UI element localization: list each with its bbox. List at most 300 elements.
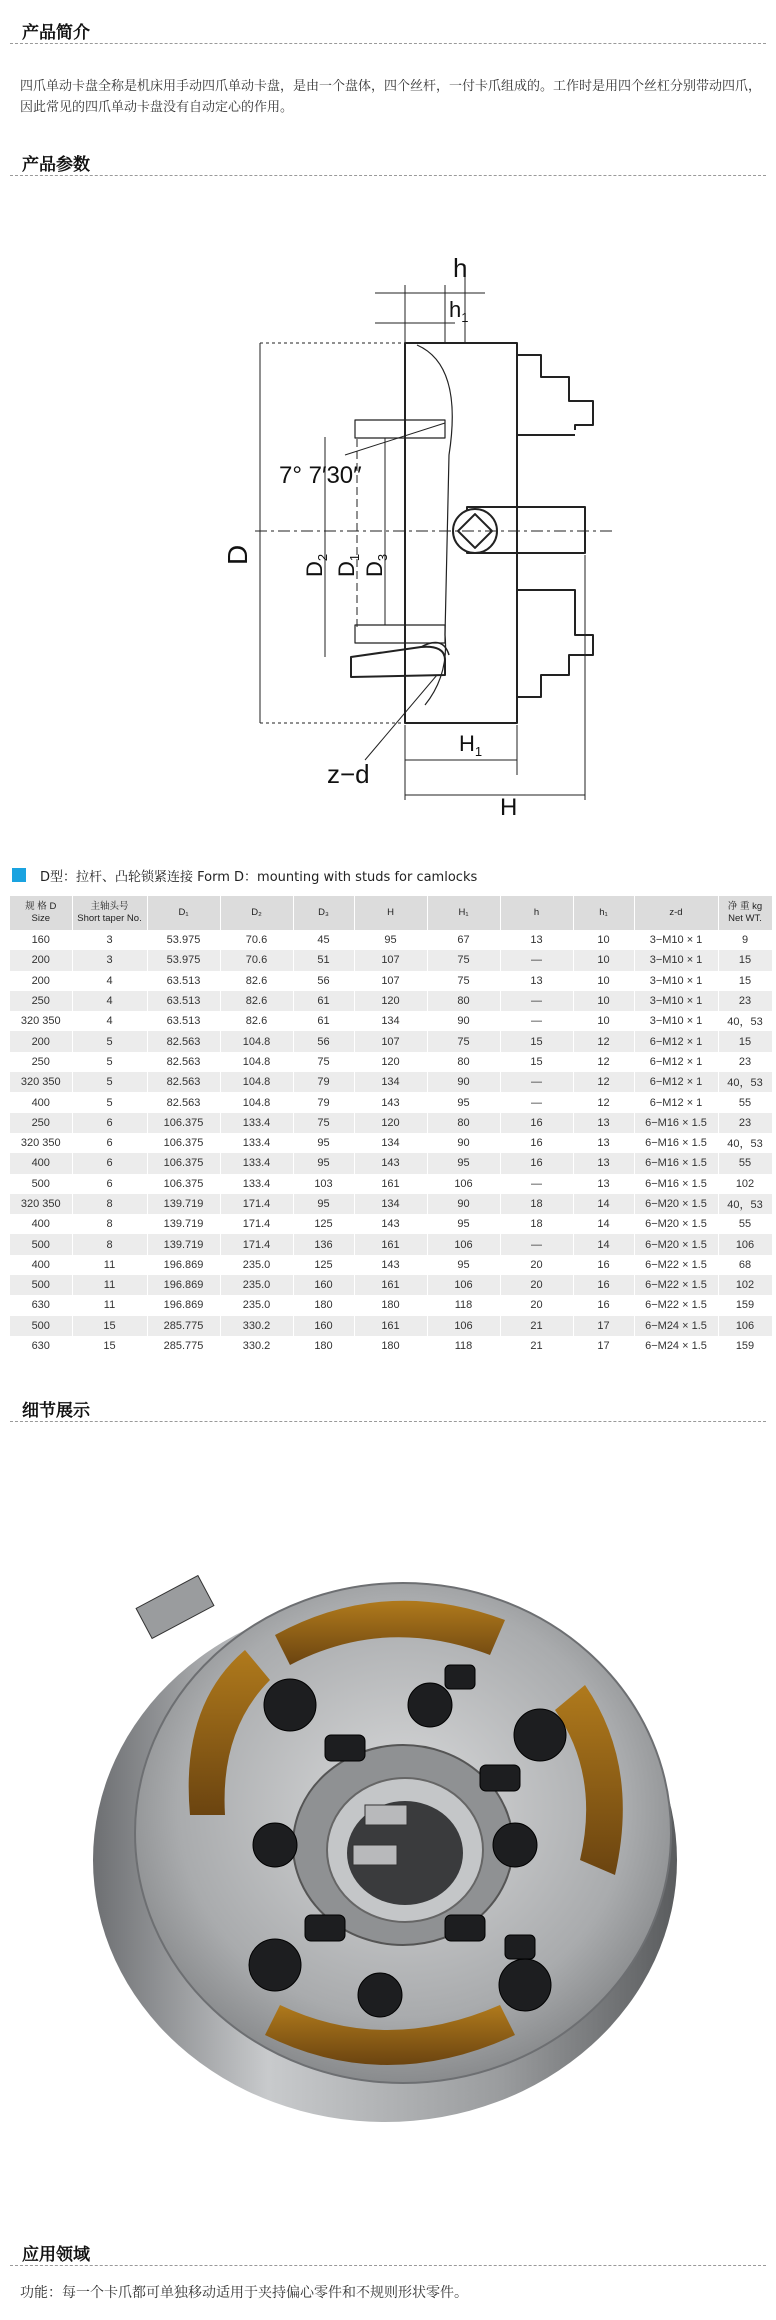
table-cell: 95 bbox=[427, 1153, 500, 1173]
table-row bbox=[10, 1113, 772, 1133]
table-cell: 180 bbox=[293, 1295, 354, 1315]
table-cell: 15 bbox=[72, 1316, 147, 1336]
application-paragraph: 功能：每一个卡爪都可单独移动适用于夹持偏心零件和不规则形状零件。 bbox=[20, 2285, 468, 2301]
table-row bbox=[10, 1174, 772, 1194]
section-header-params bbox=[10, 142, 766, 176]
dim-label-H: H bbox=[500, 794, 518, 821]
table-cell: 107 bbox=[354, 971, 427, 991]
table-cell: 320 350 bbox=[10, 1194, 72, 1214]
table-cell: 143 bbox=[354, 1255, 427, 1275]
table-cell: 16 bbox=[573, 1275, 634, 1295]
table-header-cell bbox=[293, 896, 354, 930]
specification-table bbox=[10, 896, 773, 1356]
table-cell: 6−M20 × 1.5 bbox=[634, 1234, 718, 1254]
table-row bbox=[10, 930, 772, 950]
table-cell: 82.563 bbox=[147, 1031, 220, 1051]
table-cell: 4 bbox=[72, 1011, 147, 1031]
table-row bbox=[10, 1072, 772, 1092]
table-cell: 235.0 bbox=[220, 1255, 293, 1275]
table-cell: 6−M20 × 1.5 bbox=[634, 1214, 718, 1234]
table-cell: 9 bbox=[718, 930, 772, 950]
table-cell: 106 bbox=[427, 1275, 500, 1295]
table-cell: 133.4 bbox=[220, 1113, 293, 1133]
table-cell: 320 350 bbox=[10, 1072, 72, 1092]
table-cell: 82.563 bbox=[147, 1072, 220, 1092]
table-cell: 400 bbox=[10, 1092, 72, 1112]
table-cell: 139.719 bbox=[147, 1194, 220, 1214]
table-cell: 55 bbox=[718, 1153, 772, 1173]
header-label-cn: H bbox=[387, 907, 394, 918]
table-cell: 95 bbox=[354, 930, 427, 950]
table-cell: 6−M24 × 1.5 bbox=[634, 1336, 718, 1356]
table-cell: 285.775 bbox=[147, 1336, 220, 1356]
table-cell: 102 bbox=[718, 1174, 772, 1194]
table-cell: 143 bbox=[354, 1214, 427, 1234]
table-cell: 82.6 bbox=[220, 971, 293, 991]
table-cell: — bbox=[500, 1092, 573, 1112]
table-cell: 3−M10 × 1 bbox=[634, 971, 718, 991]
dim-label-angle: 7° 7′30″ bbox=[279, 462, 362, 489]
table-cell: 90 bbox=[427, 1011, 500, 1031]
table-cell: 6−M24 × 1.5 bbox=[634, 1316, 718, 1336]
table-cell: — bbox=[500, 1072, 573, 1092]
table-cell: 133.4 bbox=[220, 1153, 293, 1173]
table-cell: 11 bbox=[72, 1255, 147, 1275]
table-cell: 3−M10 × 1 bbox=[634, 1011, 718, 1031]
table-cell: 630 bbox=[10, 1336, 72, 1356]
table-cell: 14 bbox=[573, 1194, 634, 1214]
table-cell: 11 bbox=[72, 1275, 147, 1295]
table-cell: 12 bbox=[573, 1092, 634, 1112]
table-cell: 15 bbox=[500, 1052, 573, 1072]
lower-jaw-steps bbox=[517, 590, 593, 697]
table-cell: 143 bbox=[354, 1092, 427, 1112]
table-row bbox=[10, 1295, 772, 1315]
table-cell: 5 bbox=[72, 1052, 147, 1072]
table-row bbox=[10, 1275, 772, 1295]
table-header-cell bbox=[573, 896, 634, 930]
table-cell: 106.375 bbox=[147, 1174, 220, 1194]
table-cell: 6−M16 × 1.5 bbox=[634, 1153, 718, 1173]
table-cell: 6−M12 × 1 bbox=[634, 1092, 718, 1112]
table-cell: 75 bbox=[293, 1113, 354, 1133]
table-cell: 40，53 bbox=[718, 1194, 772, 1214]
table-cell: 95 bbox=[293, 1194, 354, 1214]
table-cell: 107 bbox=[354, 950, 427, 970]
table-cell: — bbox=[500, 1234, 573, 1254]
table-cell: 18 bbox=[500, 1214, 573, 1234]
table-cell: 106 bbox=[427, 1174, 500, 1194]
table-cell: 8 bbox=[72, 1194, 147, 1214]
table-cell: 15 bbox=[718, 1031, 772, 1051]
table-cell: 196.869 bbox=[147, 1275, 220, 1295]
table-cell: 6−M12 × 1 bbox=[634, 1072, 718, 1092]
table-cell: 4 bbox=[72, 991, 147, 1011]
table-cell: 8 bbox=[72, 1234, 147, 1254]
table-cell: 134 bbox=[354, 1011, 427, 1031]
camlock-stud bbox=[351, 647, 445, 677]
header-label-cn: D₂ bbox=[251, 907, 262, 918]
header-label-cn: h₁ bbox=[599, 907, 608, 918]
table-cell: 20 bbox=[500, 1255, 573, 1275]
table-cell: 16 bbox=[500, 1133, 573, 1153]
table-row bbox=[10, 1234, 772, 1254]
table-cell: 104.8 bbox=[220, 1052, 293, 1072]
dim-label-D3: $D_3$ bbox=[362, 553, 390, 577]
table-cell: 82.563 bbox=[147, 1052, 220, 1072]
section-title-params: 产品参数 bbox=[22, 155, 90, 175]
table-header-cell bbox=[718, 896, 772, 930]
table-body bbox=[10, 930, 772, 1356]
table-cell: 4 bbox=[72, 971, 147, 991]
table-cell: 6−M22 × 1.5 bbox=[634, 1255, 718, 1275]
table-cell: 235.0 bbox=[220, 1275, 293, 1295]
table-cell: 118 bbox=[427, 1336, 500, 1356]
table-cell: 6−M22 × 1.5 bbox=[634, 1275, 718, 1295]
table-cell: 18 bbox=[500, 1194, 573, 1214]
table-cell: 40，53 bbox=[718, 1072, 772, 1092]
table-cell: 106 bbox=[427, 1234, 500, 1254]
header-label-en: Size bbox=[31, 913, 50, 924]
table-header-cell bbox=[427, 896, 500, 930]
table-row bbox=[10, 1011, 772, 1031]
table-cell: 75 bbox=[427, 971, 500, 991]
table-cell: 82.6 bbox=[220, 1011, 293, 1031]
dim-label-h: h bbox=[453, 253, 468, 283]
table-cell: 118 bbox=[427, 1295, 500, 1315]
table-cell: 320 350 bbox=[10, 1133, 72, 1153]
table-cell: 103 bbox=[293, 1174, 354, 1194]
table-cell: 13 bbox=[500, 930, 573, 950]
table-cell: 106 bbox=[427, 1316, 500, 1336]
table-cell: 90 bbox=[427, 1133, 500, 1153]
dim-label-D1: $D_1$ bbox=[334, 553, 362, 577]
table-row bbox=[10, 1052, 772, 1072]
table-cell: 139.719 bbox=[147, 1234, 220, 1254]
table-cell: 400 bbox=[10, 1255, 72, 1275]
table-cell: 6 bbox=[72, 1113, 147, 1133]
table-cell: 14 bbox=[573, 1214, 634, 1234]
table-cell: 67 bbox=[427, 930, 500, 950]
table-cell: 250 bbox=[10, 991, 72, 1011]
table-cell: 3−M10 × 1 bbox=[634, 950, 718, 970]
table-cell: 180 bbox=[354, 1336, 427, 1356]
table-cell: 55 bbox=[718, 1214, 772, 1234]
table-cell: 15 bbox=[718, 950, 772, 970]
table-cell: 500 bbox=[10, 1316, 72, 1336]
table-cell: 196.869 bbox=[147, 1295, 220, 1315]
table-cell: 20 bbox=[500, 1295, 573, 1315]
table-cell: 134 bbox=[354, 1072, 427, 1092]
table-cell: 16 bbox=[500, 1153, 573, 1173]
table-cell: 139.719 bbox=[147, 1214, 220, 1234]
table-cell: — bbox=[500, 1011, 573, 1031]
table-cell: 95 bbox=[427, 1255, 500, 1275]
table-cell: 133.4 bbox=[220, 1133, 293, 1153]
header-label-cn: D₁ bbox=[178, 907, 189, 918]
table-cell: 3−M10 × 1 bbox=[634, 991, 718, 1011]
table-cell: 159 bbox=[718, 1295, 772, 1315]
table-cell: 63.513 bbox=[147, 1011, 220, 1031]
table-cell: 82.563 bbox=[147, 1092, 220, 1112]
table-cell: 106 bbox=[718, 1316, 772, 1336]
table-cell: 200 bbox=[10, 971, 72, 991]
table-cell: 13 bbox=[573, 1113, 634, 1133]
table-cell: 250 bbox=[10, 1052, 72, 1072]
table-cell: 200 bbox=[10, 950, 72, 970]
table-header-row bbox=[10, 896, 772, 930]
table-cell: 161 bbox=[354, 1316, 427, 1336]
table-cell: 23 bbox=[718, 991, 772, 1011]
table-cell: 95 bbox=[427, 1214, 500, 1234]
table-cell: 104.8 bbox=[220, 1031, 293, 1051]
table-cell: 160 bbox=[293, 1316, 354, 1336]
table-cell: 79 bbox=[293, 1072, 354, 1092]
table-cell: 15 bbox=[72, 1336, 147, 1356]
table-header-cell bbox=[500, 896, 573, 930]
table-row bbox=[10, 1092, 772, 1112]
table-cell: 61 bbox=[293, 1011, 354, 1031]
section-header-detail bbox=[10, 1388, 766, 1422]
table-cell: 79 bbox=[293, 1092, 354, 1112]
table-cell: 90 bbox=[427, 1194, 500, 1214]
table-cell: 171.4 bbox=[220, 1194, 293, 1214]
table-cell: 133.4 bbox=[220, 1174, 293, 1194]
table-cell: 134 bbox=[354, 1194, 427, 1214]
table-cell: 55 bbox=[718, 1092, 772, 1112]
table-cell: 180 bbox=[293, 1336, 354, 1356]
table-cell: 136 bbox=[293, 1234, 354, 1254]
table-cell: 330.2 bbox=[220, 1316, 293, 1336]
table-cell: 285.775 bbox=[147, 1316, 220, 1336]
table-cell: 8 bbox=[72, 1214, 147, 1234]
table-cell: 70.6 bbox=[220, 950, 293, 970]
table-cell: 143 bbox=[354, 1153, 427, 1173]
table-cell: 120 bbox=[354, 1052, 427, 1072]
table-cell: 75 bbox=[427, 1031, 500, 1051]
table-row bbox=[10, 1255, 772, 1275]
table-cell: 200 bbox=[10, 1031, 72, 1051]
dim-label-zd: z−d bbox=[327, 759, 370, 789]
table-cell: 400 bbox=[10, 1153, 72, 1173]
chuck-product-photo bbox=[85, 1515, 691, 2135]
table-cell: 6 bbox=[72, 1153, 147, 1173]
section-header-intro bbox=[10, 10, 766, 44]
table-cell: 134 bbox=[354, 1133, 427, 1153]
table-cell: 10 bbox=[573, 971, 634, 991]
table-header-cell bbox=[634, 896, 718, 930]
table-cell: 23 bbox=[718, 1052, 772, 1072]
table-cell: 16 bbox=[573, 1255, 634, 1275]
table-cell: 45 bbox=[293, 930, 354, 950]
table-cell: 13 bbox=[573, 1174, 634, 1194]
table-cell: 171.4 bbox=[220, 1234, 293, 1254]
table-cell: 6 bbox=[72, 1174, 147, 1194]
table-cell: 3 bbox=[72, 930, 147, 950]
table-cell: 160 bbox=[293, 1275, 354, 1295]
header-label-cn: H₁ bbox=[458, 907, 469, 918]
table-cell: 400 bbox=[10, 1214, 72, 1234]
table-cell: 80 bbox=[427, 991, 500, 1011]
table-header-cell bbox=[220, 896, 293, 930]
table-cell: 120 bbox=[354, 1113, 427, 1133]
table-row bbox=[10, 991, 772, 1011]
table-cell: 20 bbox=[500, 1275, 573, 1295]
table-cell: 17 bbox=[573, 1316, 634, 1336]
table-cell: 15 bbox=[500, 1031, 573, 1051]
table-cell: 56 bbox=[293, 1031, 354, 1051]
table-cell: 500 bbox=[10, 1275, 72, 1295]
table-cell: 161 bbox=[354, 1174, 427, 1194]
table-cell: 12 bbox=[573, 1031, 634, 1051]
table-header-cell bbox=[147, 896, 220, 930]
table-cell: 630 bbox=[10, 1295, 72, 1315]
table-cell: 330.2 bbox=[220, 1336, 293, 1356]
table-cell: 6−M16 × 1.5 bbox=[634, 1174, 718, 1194]
table-cell: 10 bbox=[573, 991, 634, 1011]
table-cell: 120 bbox=[354, 991, 427, 1011]
table-cell: 68 bbox=[718, 1255, 772, 1275]
table-cell: 104.8 bbox=[220, 1072, 293, 1092]
table-cell: 171.4 bbox=[220, 1214, 293, 1234]
table-cell: 6−M16 × 1.5 bbox=[634, 1113, 718, 1133]
table-cell: 5 bbox=[72, 1092, 147, 1112]
table-cell: 70.6 bbox=[220, 930, 293, 950]
table-cell: 75 bbox=[293, 1052, 354, 1072]
table-cell: 13 bbox=[573, 1153, 634, 1173]
table-cell: 106.375 bbox=[147, 1113, 220, 1133]
section-title-app: 应用领域 bbox=[22, 2245, 90, 2265]
header-label-cn: 规 格 D bbox=[25, 901, 57, 912]
dim-label-D2: $D_2$ bbox=[302, 553, 330, 577]
table-cell: 500 bbox=[10, 1174, 72, 1194]
caption-marker-square bbox=[12, 868, 26, 882]
table-cell: 56 bbox=[293, 971, 354, 991]
table-cell: 40，53 bbox=[718, 1011, 772, 1031]
table-cell: 235.0 bbox=[220, 1295, 293, 1315]
table-cell: 63.513 bbox=[147, 991, 220, 1011]
table-cell: 3 bbox=[72, 950, 147, 970]
section-title-detail: 细节展示 bbox=[22, 1401, 90, 1421]
header-label-en: Net WT. bbox=[728, 913, 762, 924]
table-cell: 106.375 bbox=[147, 1133, 220, 1153]
table-cell: 17 bbox=[573, 1336, 634, 1356]
table-row bbox=[10, 1316, 772, 1336]
caption-text: D型：拉杆、凸轮锁紧连接 Form D：mounting with studs for camlocks bbox=[40, 870, 478, 885]
d3-jaw-bottom bbox=[355, 625, 445, 643]
table-cell: 102 bbox=[718, 1275, 772, 1295]
table-cell: — bbox=[500, 950, 573, 970]
table-cell: 82.6 bbox=[220, 991, 293, 1011]
table-row bbox=[10, 971, 772, 991]
table-cell: 104.8 bbox=[220, 1092, 293, 1112]
table-row bbox=[10, 1214, 772, 1234]
table-cell: 5 bbox=[72, 1072, 147, 1092]
table-cell: 13 bbox=[500, 971, 573, 991]
table-cell: 23 bbox=[718, 1113, 772, 1133]
dim-label-H1: $H_1$ bbox=[459, 731, 483, 759]
table-cell: 10 bbox=[573, 1011, 634, 1031]
table-cell: 6−M16 × 1.5 bbox=[634, 1133, 718, 1153]
table-cell: 95 bbox=[427, 1092, 500, 1112]
table-row bbox=[10, 1133, 772, 1153]
table-cell: 320 350 bbox=[10, 1011, 72, 1031]
table-cell: 53.975 bbox=[147, 950, 220, 970]
table-cell: 10 bbox=[573, 930, 634, 950]
header-label-cn: 净 重 kg bbox=[727, 901, 763, 912]
table-cell: 51 bbox=[293, 950, 354, 970]
table-cell: 53.975 bbox=[147, 930, 220, 950]
chuck-technical-drawing bbox=[145, 205, 645, 850]
upper-jaw-steps bbox=[517, 343, 593, 430]
table-cell: 90 bbox=[427, 1072, 500, 1092]
table-row bbox=[10, 1031, 772, 1051]
table-row bbox=[10, 1194, 772, 1214]
table-cell: 63.513 bbox=[147, 971, 220, 991]
header-label-cn: 主轴头号 bbox=[90, 901, 129, 912]
table-cell: 250 bbox=[10, 1113, 72, 1133]
header-label-cn: D₃ bbox=[318, 907, 329, 918]
intro-paragraph: 四爪单动卡盘全称是机床用手动四爪单动卡盘，是由一个盘体，四个丝杆，一付卡爪组成的。工作时是用四个丝杠分别带动四爪，因此常见的四爪单动卡盘没有自动定心的作用。 bbox=[20, 79, 762, 115]
table-cell: 16 bbox=[500, 1113, 573, 1133]
table-cell: 12 bbox=[573, 1072, 634, 1092]
table-cell: 21 bbox=[500, 1316, 573, 1336]
table-row bbox=[10, 950, 772, 970]
table-cell: 6−M22 × 1.5 bbox=[634, 1295, 718, 1315]
table-cell: 6−M12 × 1 bbox=[634, 1052, 718, 1072]
table-cell: 500 bbox=[10, 1234, 72, 1254]
table-cell: 13 bbox=[573, 1133, 634, 1153]
table-cell: 180 bbox=[354, 1295, 427, 1315]
table-cell: 3−M10 × 1 bbox=[634, 930, 718, 950]
table-cell: 161 bbox=[354, 1234, 427, 1254]
section-title-intro: 产品简介 bbox=[22, 23, 90, 43]
table-cell: 61 bbox=[293, 991, 354, 1011]
dim-label-h1: $h_1$ bbox=[449, 297, 469, 325]
table-cell: 125 bbox=[293, 1255, 354, 1275]
table-row bbox=[10, 1336, 772, 1356]
table-cell: 161 bbox=[354, 1275, 427, 1295]
table-header-cell bbox=[72, 896, 147, 930]
table-cell: 95 bbox=[293, 1133, 354, 1153]
table-cell: 21 bbox=[500, 1336, 573, 1356]
table-cell: 159 bbox=[718, 1336, 772, 1356]
table-cell: — bbox=[500, 991, 573, 1011]
table-cell: 6−M20 × 1.5 bbox=[634, 1194, 718, 1214]
table-cell: 80 bbox=[427, 1113, 500, 1133]
table-cell: 80 bbox=[427, 1052, 500, 1072]
table-cell: 106 bbox=[718, 1234, 772, 1254]
upper-jaw-base bbox=[517, 433, 575, 435]
section-header-app bbox=[10, 2232, 766, 2266]
table-cell: 16 bbox=[573, 1295, 634, 1315]
table-cell: 125 bbox=[293, 1214, 354, 1234]
table-cell: — bbox=[500, 1174, 573, 1194]
dim-label-D: D bbox=[222, 544, 253, 565]
d3-jaw-top bbox=[355, 420, 445, 438]
table-cell: 107 bbox=[354, 1031, 427, 1051]
table-header-cell bbox=[354, 896, 427, 930]
header-label-cn: z-d bbox=[669, 907, 683, 918]
table-cell: 40，53 bbox=[718, 1133, 772, 1153]
table-cell: 160 bbox=[10, 930, 72, 950]
table-cell: 10 bbox=[573, 950, 634, 970]
table-cell: 6 bbox=[72, 1133, 147, 1153]
table-cell: 5 bbox=[72, 1031, 147, 1051]
header-label-cn: h bbox=[533, 907, 540, 918]
table-cell: 15 bbox=[718, 971, 772, 991]
table-cell: 12 bbox=[573, 1052, 634, 1072]
